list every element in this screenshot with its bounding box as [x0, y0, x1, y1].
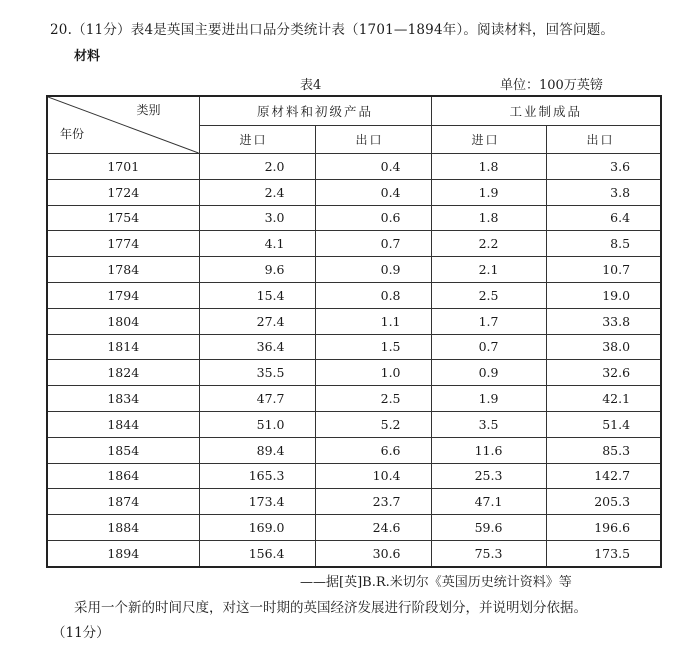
mfg-import-cell: 11.6	[431, 437, 546, 463]
year-cell: 1844	[47, 411, 199, 437]
table-row	[47, 308, 661, 334]
year-cell: 1804	[47, 308, 199, 334]
raw-import-header: 进口	[199, 125, 315, 153]
raw-import-cell: 36.4	[199, 334, 315, 360]
raw-export-cell: 24.6	[315, 515, 431, 541]
raw-export-cell: 6.6	[315, 437, 431, 463]
group-manufactured-goods: 工业制成品	[431, 96, 661, 125]
source-citation: ——据[英]B.R.米切尔《英国历史统计资料》等	[300, 575, 572, 590]
raw-export-cell: 0.7	[315, 231, 431, 257]
table-row	[47, 154, 661, 180]
year-cell: 1894	[47, 540, 199, 567]
mfg-import-cell: 2.2	[431, 231, 546, 257]
mfg-import-cell: 75.3	[431, 540, 546, 567]
mfg-import-cell: 1.7	[431, 308, 546, 334]
mfg-import-cell: 25.3	[431, 463, 546, 489]
raw-import-cell: 47.7	[199, 386, 315, 412]
mfg-export-cell: 38.0	[546, 334, 661, 360]
table-row	[47, 515, 661, 541]
mfg-export-cell: 10.7	[546, 257, 661, 283]
mfg-export-cell: 42.1	[546, 386, 661, 412]
mfg-import-header: 进口	[431, 125, 546, 153]
mfg-export-cell: 6.4	[546, 205, 661, 231]
year-cell: 1874	[47, 489, 199, 515]
mfg-export-cell: 173.5	[546, 540, 661, 567]
mfg-import-cell: 1.9	[431, 179, 546, 205]
table-body	[47, 154, 661, 568]
mfg-import-cell: 59.6	[431, 515, 546, 541]
mfg-export-header: 出口	[546, 125, 661, 153]
year-cell: 1794	[47, 282, 199, 308]
table-row	[47, 179, 661, 205]
raw-export-cell: 10.4	[315, 463, 431, 489]
raw-import-cell: 169.0	[199, 515, 315, 541]
table-row	[47, 334, 661, 360]
raw-import-cell: 173.4	[199, 489, 315, 515]
year-cell: 1884	[47, 515, 199, 541]
year-cell: 1774	[47, 231, 199, 257]
year-cell: 1784	[47, 257, 199, 283]
raw-import-cell: 2.4	[199, 179, 315, 205]
mfg-import-cell: 0.7	[431, 334, 546, 360]
group-raw-materials: 原材料和初级产品	[199, 96, 431, 125]
year-cell: 1824	[47, 360, 199, 386]
mfg-export-cell: 142.7	[546, 463, 661, 489]
year-cell: 1754	[47, 205, 199, 231]
table-row	[47, 386, 661, 412]
mfg-export-cell: 33.8	[546, 308, 661, 334]
mfg-import-cell: 1.8	[431, 154, 546, 180]
raw-export-cell: 0.4	[315, 179, 431, 205]
raw-export-header: 出口	[315, 125, 431, 153]
raw-export-cell: 23.7	[315, 489, 431, 515]
mfg-export-cell: 8.5	[546, 231, 661, 257]
raw-export-cell: 1.0	[315, 360, 431, 386]
raw-export-cell: 2.5	[315, 386, 431, 412]
task-prompt: 采用一个新的时间尺度，对这一时期的英国经济发展进行阶段划分，并说明划分依据。	[74, 600, 587, 616]
raw-import-cell: 165.3	[199, 463, 315, 489]
table-row	[47, 257, 661, 283]
table-row	[47, 360, 661, 386]
category-label: 类别	[136, 103, 161, 117]
score-note: （11分）	[52, 625, 110, 641]
year-cell: 1854	[47, 437, 199, 463]
year-cell: 1864	[47, 463, 199, 489]
table-row	[47, 463, 661, 489]
raw-export-cell: 0.9	[315, 257, 431, 283]
raw-import-cell: 51.0	[199, 411, 315, 437]
mfg-export-cell: 32.6	[546, 360, 661, 386]
table-row	[47, 437, 661, 463]
year-label: 年份	[60, 127, 85, 141]
raw-export-cell: 30.6	[315, 540, 431, 567]
mfg-import-cell: 2.1	[431, 257, 546, 283]
material-label: 材料	[74, 49, 101, 64]
mfg-export-cell: 3.6	[546, 154, 661, 180]
year-cell: 1834	[47, 386, 199, 412]
raw-export-cell: 1.5	[315, 334, 431, 360]
mfg-export-cell: 3.8	[546, 179, 661, 205]
mfg-export-cell: 85.3	[546, 437, 661, 463]
raw-import-cell: 3.0	[199, 205, 315, 231]
raw-import-cell: 2.0	[199, 154, 315, 180]
mfg-import-cell: 0.9	[431, 360, 546, 386]
table-row	[47, 540, 661, 567]
table-unit: 单位：100万英镑	[500, 78, 603, 93]
raw-import-cell: 4.1	[199, 231, 315, 257]
raw-export-cell: 0.4	[315, 154, 431, 180]
raw-import-cell: 27.4	[199, 308, 315, 334]
question-stem: 20.（11分）表4是英国主要进出口品分类统计表（1701—1894年）。阅读材料，回答问题。	[50, 22, 615, 38]
mfg-import-cell: 1.8	[431, 205, 546, 231]
raw-export-cell: 0.6	[315, 205, 431, 231]
raw-export-cell: 5.2	[315, 411, 431, 437]
table-row	[47, 231, 661, 257]
table-row	[47, 411, 661, 437]
mfg-export-cell: 196.6	[546, 515, 661, 541]
mfg-import-cell: 47.1	[431, 489, 546, 515]
year-cell: 1814	[47, 334, 199, 360]
raw-export-cell: 1.1	[315, 308, 431, 334]
raw-import-cell: 35.5	[199, 360, 315, 386]
table-row	[47, 205, 661, 231]
table-caption: 表4	[300, 78, 322, 93]
mfg-import-cell: 1.9	[431, 386, 546, 412]
mfg-import-cell: 3.5	[431, 411, 546, 437]
raw-import-cell: 89.4	[199, 437, 315, 463]
year-cell: 1724	[47, 179, 199, 205]
mfg-import-cell: 2.5	[431, 282, 546, 308]
mfg-export-cell: 205.3	[546, 489, 661, 515]
mfg-export-cell: 51.4	[546, 411, 661, 437]
raw-export-cell: 0.8	[315, 282, 431, 308]
raw-import-cell: 15.4	[199, 282, 315, 308]
diagonal-header-cell	[47, 96, 199, 154]
year-cell: 1701	[47, 154, 199, 180]
mfg-export-cell: 19.0	[546, 282, 661, 308]
table-row	[47, 282, 661, 308]
trade-statistics-table	[46, 95, 662, 568]
table-row	[47, 489, 661, 515]
raw-import-cell: 9.6	[199, 257, 315, 283]
raw-import-cell: 156.4	[199, 540, 315, 567]
